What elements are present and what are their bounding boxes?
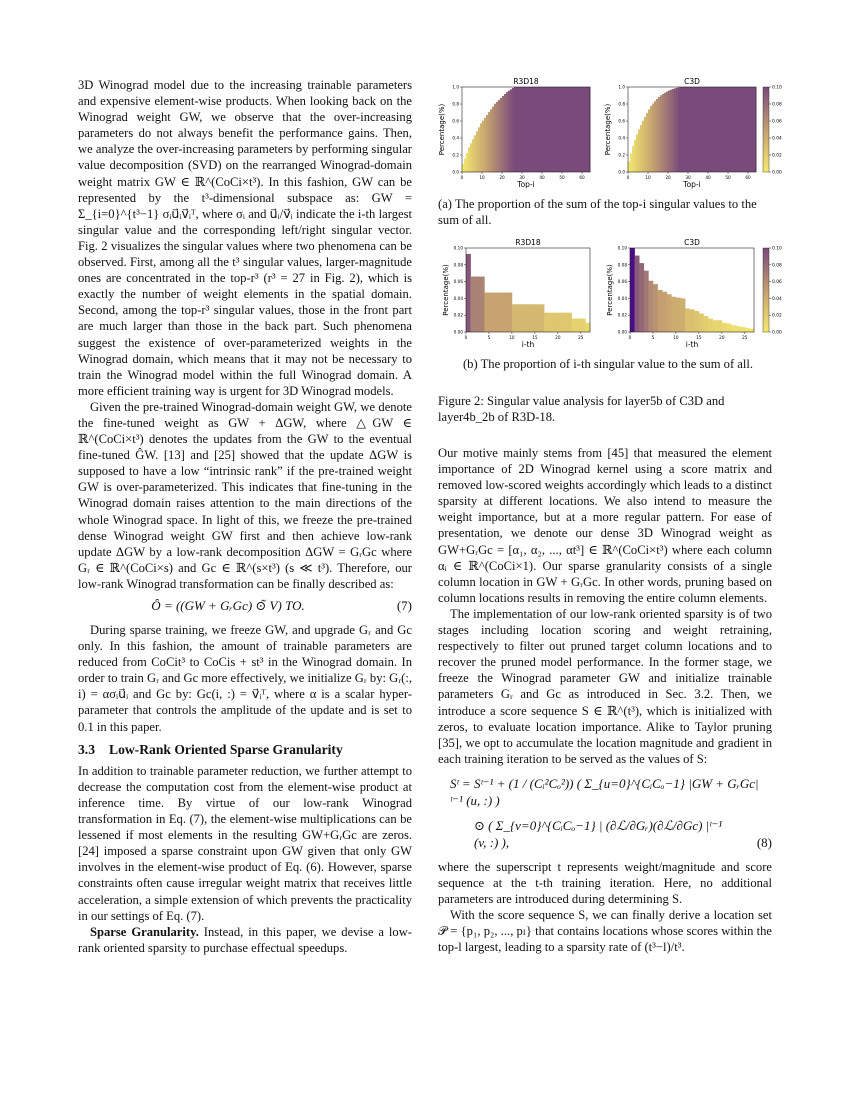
bar: [713, 320, 718, 332]
x-tick-label: 50: [725, 175, 731, 180]
y-tick-label: 1.0: [452, 84, 459, 90]
bar: [484, 293, 489, 332]
x-tick-label: 20: [665, 175, 671, 180]
paragraph: where the superscript t represents weight/magnitude and score sequence at the t-th training iteration. Here, no additional parameters are introduced during determining S.: [438, 859, 772, 907]
bar: [745, 328, 750, 332]
y-tick-label: 0.6: [618, 118, 625, 124]
bar: [521, 304, 526, 332]
y-tick-label: 0.8: [618, 101, 625, 107]
y-tick-label: 0.0: [618, 169, 625, 175]
paragraph: Our motive mainly stems from [45] that measured the element importance of 2D Winograd kernel using a score matrix and removed low-scored weights accordingly which leads to a distinct sparsity at different locations. We also intend to measure the weight importance, but at a more regular pattern. For ease of presentation, we denote our dense 3D Winograd weight as GW+GᵣGc = [α₁, α₂, ..., αt³] ∈ ℝ^(CoCi×t³) where each column αᵢ ∈ ℝ^(CoCi×1). Our sparse granularity consists of a single column location in GW + GᵣGc. In other words, pruning based on column locations results in removing the entire column elements.: [438, 446, 772, 605]
bar: [699, 314, 704, 332]
figure-caption: Figure 2: Singular value analysis for layer5b of C3D and layer4b_2b of R3D-18.: [438, 394, 725, 424]
x-tick-label: 0: [626, 175, 630, 180]
colorbar-tick-label: 0.10: [772, 246, 782, 252]
x-tick-label: 15: [696, 335, 702, 340]
y-tick-label: 0.02: [617, 312, 627, 318]
y-tick-label: 0.6: [452, 118, 459, 124]
x-tick-label: 0: [460, 175, 464, 180]
paragraph: The implementation of our low-rank oriented sparsity is of two stages including location scoring and weight retraining, respectively to filter out pruned target column locations and to recover the pruned model performance. In the former stage, we freeze the Winograd parameter GW and initialize trainable parameters Gᵣ and Gc as introduced in Sec. 3.2. Then, we introduce a score sequence S ∈ ℝ^(t³), which is initialized with zeros, to evaluate location importance. Alike to Taylor pruning [35], we opt to accumulate the location magnitude and gradient in each training iteration to be served as the values of S:: [438, 606, 772, 766]
y-tick-label: 0.0: [452, 169, 459, 175]
x-tick-label: 25: [742, 335, 748, 340]
y-tick-label: 0.10: [617, 245, 627, 251]
y-tick-label: 0.2: [618, 152, 625, 158]
bar: [558, 313, 563, 332]
equation-8: [438, 767, 772, 859]
bar: [717, 320, 722, 332]
bar: [644, 271, 649, 332]
paragraph: 3D Winograd model due to the increasing trainable parameters and expensive element-wise products. When looking back on the Winograd weight GW, we observe that the over-increasing parameters do not always benefit the performance gains. Then, we analyze the over-increasing parameters by performing singular value decomposition (SVD) on the rearranged Winograd-domain weight matrix GW ∈ ℝ^(CoCi×t³). In this fashion, GW can be represented by the t³-dimensional subspace as: GW = Σ_{i=0}^{t³−1} σᵢu⃗ᵢv⃗ᵢᵀ, where σᵢ and u⃗ᵢ/v⃗ᵢ indicate the i-th largest singular value and the corresponding left/right singular vector. Fig. 2 visualizes the singular values where two phenomena can be observed. First, among all the t³ singular values, larger-magnitude ones are concentrated in the top-r³ (r³ = 27 in Fig. 2), which is exactly the number of weight elements in the spatial domain. Second, among the top-r³ singular values, those in the front part are much larger than those in the back part. Such phenomena suggest the existence of over-parameterized weights in the Winograd domain, which means that it may not be necessary to train the Winograd model within the full Winograd domain. A more efficient training way is urgent for 3D Winograd models.: [78, 78, 412, 398]
bar: [722, 323, 727, 332]
bar: [749, 329, 754, 332]
chart-c3d-area: [604, 77, 782, 189]
paragraph-lead: Sparse Granularity.: [90, 924, 199, 939]
x-tick-label: 30: [685, 175, 691, 180]
colorbar-tick-label: 0.08: [772, 102, 782, 108]
equation-number: (7): [396, 598, 412, 613]
x-tick-label: 60: [745, 175, 751, 180]
colorbar-tick-label: 0.02: [772, 313, 782, 319]
bar: [544, 313, 549, 332]
y-tick-label: 0.00: [453, 329, 463, 335]
y-tick-label: 0.04: [453, 295, 463, 301]
bar: [512, 304, 517, 332]
bar: [662, 292, 667, 332]
bar: [466, 254, 471, 332]
bar: [539, 304, 544, 332]
bar: [658, 290, 663, 332]
x-tick-label: 0: [464, 335, 468, 340]
chart-title: C3D: [684, 238, 700, 247]
bar: [736, 326, 741, 332]
bar: [690, 309, 695, 332]
bar: [498, 293, 503, 332]
right-column: [438, 445, 772, 955]
paragraph: During sparse training, we freeze GW, and upgrade Gᵣ and Gc only. In this fashion, the amount of trainable parameters are reduced from CoCit³ to CoCis + st³ in the Winograd domain. In order to train Gᵣ and Gc more effectively, we initialize Gᵣ by: Gᵣ(:, i) = ασᵢu⃗ᵢ and Gc by: Gc(i, :) = v⃗ᵢᵀ, where α is a scalar hyper-parameter that controls the amplitude of the update and is set to 0.1 in this paper.: [78, 623, 412, 734]
bar: [726, 324, 731, 332]
x-axis-label: Top-i: [683, 180, 701, 189]
bar: [576, 319, 581, 332]
chart-title: R3D18: [515, 238, 541, 247]
equation-body: Ô = ((GW + GᵣGc) ⊙̃ V) TO.: [151, 598, 305, 613]
bar: [475, 277, 480, 332]
bar: [562, 313, 567, 332]
x-tick-label: 20: [499, 175, 505, 180]
x-tick-label: 10: [479, 175, 485, 180]
colorbar: [763, 87, 769, 172]
section-number: 3.3: [78, 741, 95, 757]
bar: [635, 256, 640, 332]
caption-b: (b) The proportion of i-th singular value to the sum of all.: [462, 357, 754, 371]
x-tick-label: 10: [673, 335, 679, 340]
colorbar: [763, 248, 769, 332]
y-axis-label: Percentage(%): [438, 103, 446, 156]
x-tick-label: 5: [487, 335, 491, 340]
bar: [685, 308, 690, 332]
x-tick-label: 50: [559, 175, 565, 180]
colorbar-tick-label: 0.02: [772, 153, 782, 159]
y-tick-label: 0.06: [453, 279, 463, 285]
y-tick-label: 0.08: [617, 262, 627, 268]
y-tick-label: 0.10: [453, 245, 463, 251]
equation-7: [78, 592, 412, 622]
bar: [740, 327, 745, 332]
y-tick-label: 1.0: [618, 84, 625, 90]
bar: [694, 311, 699, 332]
bar: [639, 263, 644, 332]
section-title: Low-Rank Oriented Sparse Granularity: [109, 741, 343, 757]
bar: [676, 298, 681, 332]
x-tick-label: 5: [651, 335, 655, 340]
x-tick-label: 20: [555, 335, 561, 340]
x-tick-label: 30: [519, 175, 525, 180]
colorbar-tick-label: 0.06: [772, 119, 782, 125]
colorbar-tick-label: 0.00: [772, 170, 782, 176]
x-axis-label: Top-i: [517, 180, 535, 189]
bar: [653, 284, 658, 332]
y-tick-label: 0.08: [453, 262, 463, 268]
y-axis-label: Percentage(%): [606, 264, 614, 316]
bar: [581, 319, 586, 332]
equation-row: [438, 817, 772, 851]
colorbar-tick-label: 0.04: [772, 136, 782, 142]
bar: [553, 313, 558, 332]
bar: [480, 277, 485, 332]
y-tick-label: 0.06: [617, 279, 627, 285]
paragraph: With the score sequence S, we can finally derive a location set 𝒫 = {p₁, p₂, ..., pₗ} that contains locations whose scores within the top-l largest, leading to a sparsity rate of (t³−l)/t³.: [438, 908, 772, 955]
section-heading: [78, 742, 412, 758]
y-tick-label: 0.00: [617, 329, 627, 335]
paragraph: In addition to trainable parameter reduction, we further attempt to decrease the computation cost from the element-wise product at inference time. By virtue of our low-rank Winograd transformation in Eq. (7), the element-wise multiplications can be lessened if most elements in the resulting GW+GᵣGc are zeros. [24] imposed a sparse constraint upon GW given that only GW involves in the element-wise product of Eq. (6). However, sparse constraints often cause irregular weight matrix that receives little acceleration, a simple extension of which prevents the practicality in our settings of Eq. (7).: [78, 763, 412, 923]
y-tick-label: 0.02: [453, 312, 463, 318]
bar: [585, 323, 590, 332]
y-tick-label: 0.8: [452, 101, 459, 107]
x-tick-label: 15: [532, 335, 538, 340]
bar: [517, 304, 522, 332]
x-tick-label: 0: [628, 335, 632, 340]
caption-a: (a) The proportion of the sum of the top-i singular values to the sum of all.: [438, 197, 757, 227]
equation-line: ⊙ ( Σ_{v=0}^{CᵢCₒ−1} | (∂ℒ/∂Gᵣ)(∂ℒ/∂Gc) |ᵗ⁻¹ (v, :) ),: [474, 817, 723, 850]
chart-c3d-bar: [606, 238, 782, 349]
equation-line: Sᵗ = Sᵗ⁻¹ + (1 / (Cᵢ²Cₒ²)) ( Σ_{u=0}^{CᵢCₒ−1} |GW + GᵣGc|ᵗ⁻¹ (u, :) ): [450, 775, 759, 808]
y-tick-label: 0.4: [452, 135, 459, 141]
x-tick-label: 20: [719, 335, 725, 340]
colorbar-tick-label: 0.06: [772, 280, 782, 286]
x-tick-label: 25: [578, 335, 584, 340]
y-axis-label: Percentage(%): [604, 103, 612, 156]
paragraph-text: Instead, in this paper, we devise a low-rank oriented sparsity to purchase effectual speedups.: [78, 924, 412, 955]
colorbar-tick-label: 0.00: [772, 330, 782, 336]
x-axis-label: i-th: [521, 340, 535, 349]
bar: [681, 298, 686, 332]
bar: [648, 281, 653, 332]
y-tick-label: 0.04: [617, 295, 627, 301]
x-axis-label: i-th: [685, 340, 699, 349]
paragraph: [78, 924, 412, 956]
bar: [567, 313, 572, 332]
bar: [535, 304, 540, 332]
bar: [471, 277, 476, 332]
bar: [489, 293, 494, 332]
equation-number: (8): [756, 834, 772, 850]
y-tick-label: 0.4: [618, 135, 625, 141]
colorbar-tick-label: 0.10: [772, 85, 782, 91]
chart-title: C3D: [684, 77, 700, 86]
chart-title: R3D18: [513, 77, 539, 86]
x-tick-label: 10: [509, 335, 515, 340]
bar: [549, 313, 554, 332]
colorbar-tick-label: 0.04: [772, 296, 782, 302]
x-tick-label: 60: [579, 175, 585, 180]
y-axis-label: Percentage(%): [442, 264, 450, 316]
bar: [494, 293, 499, 332]
x-tick-label: 40: [705, 175, 711, 180]
bar: [630, 248, 635, 332]
bar: [526, 304, 531, 332]
paragraph: Given the pre-trained Winograd-domain weight GW, we denote the fine-tuned weight as GW + ΔGW, where △GW ∈ ℝ^(CoCi×t³) denotes the updates from the GW to the eventual fine-tuned ĜW. [13] and [25] showed that the update ΔGW is supposed to have a low “intrinsic rank” if the pre-trained weight GW is over-parameterized. This indicates that fine-tuning in the Winograd domain raises attention to the main directions of the whole Winograd space. In light of this, we freeze the pre-trained dense Winograd weight GW first and then achieve low-rank update ΔGW by a low-rank decomposition ΔGW = GᵣGc where Gᵣ ∈ ℝ^(CoCi×s) and Gc ∈ ℝ^(s×t³) (s ≪ t³). Therefore, our low-rank Winograd transformation can be finally described as:: [78, 399, 412, 591]
bar: [667, 294, 672, 332]
bar: [530, 304, 535, 332]
bar: [708, 319, 713, 332]
colorbar-tick-label: 0.08: [772, 263, 782, 269]
bar: [703, 316, 708, 332]
x-tick-label: 10: [645, 175, 651, 180]
bar: [731, 325, 736, 332]
y-tick-label: 0.2: [452, 152, 459, 158]
left-column: [78, 77, 412, 956]
bar: [572, 319, 577, 332]
chart-r3d18-area: [438, 77, 590, 189]
chart-r3d18-bar: [442, 238, 590, 349]
bar: [507, 293, 512, 332]
x-tick-label: 40: [539, 175, 545, 180]
bar: [671, 297, 676, 332]
bar: [503, 293, 508, 332]
